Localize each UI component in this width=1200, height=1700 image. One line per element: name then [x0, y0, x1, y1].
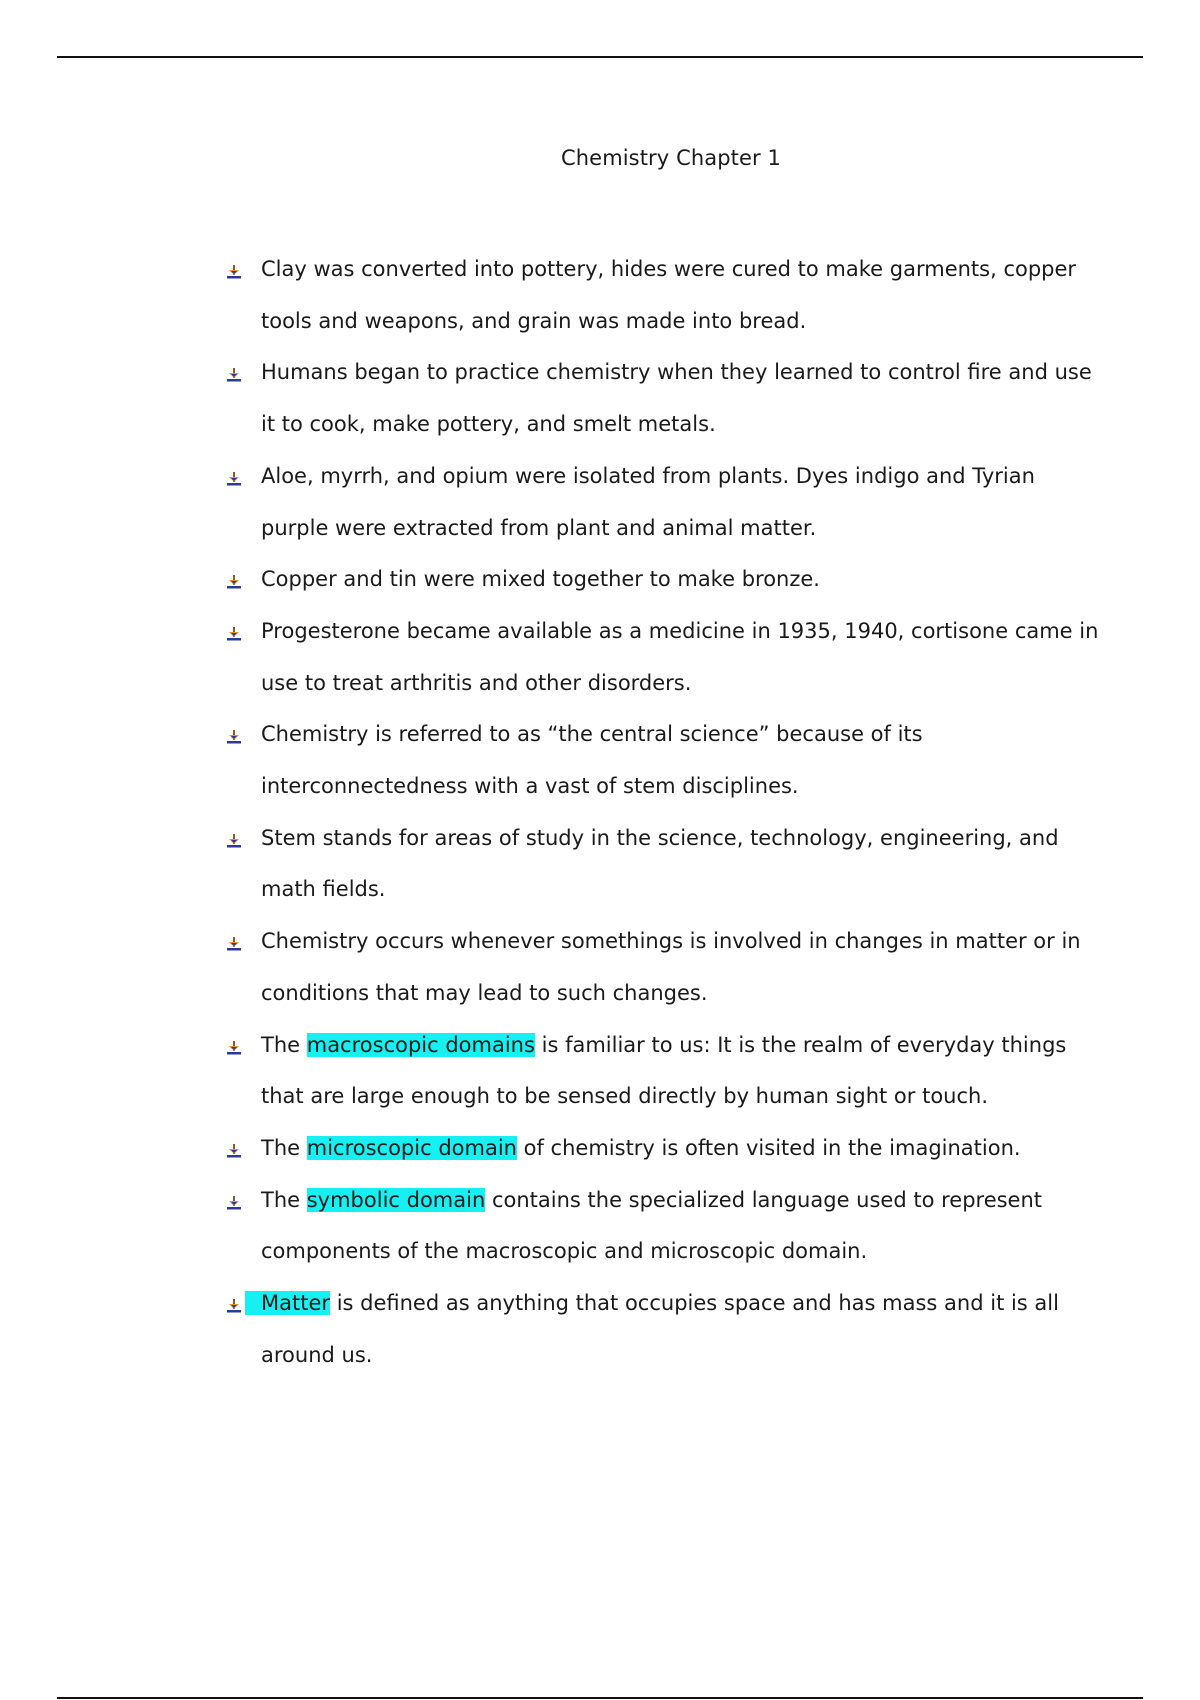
bullet-text [261, 619, 1098, 695]
bullet-icon [226, 1195, 242, 1211]
bullet-item [224, 916, 1104, 1019]
bullet-text-before: Aloe, myrrh, and opium were isolated from plants. Dyes indigo and Tyrian purple were extracted from plant and animal matter. [261, 463, 1035, 540]
bullet-item [224, 606, 1104, 709]
bullet-icon [226, 729, 242, 745]
bullet-text-after: of chemistry is often visited in the imagination. [516, 1135, 1021, 1160]
bullet-text [261, 360, 1092, 436]
bullet-text [261, 929, 1081, 1005]
bullet-icon [226, 471, 242, 487]
footer-rule [57, 1697, 1143, 1699]
highlighted-term: microscopic domain [306, 1135, 517, 1160]
bullet-icon [226, 833, 242, 849]
page-title: Chemistry Chapter 1 [561, 146, 781, 170]
highlighted-term: Matter [245, 1291, 330, 1315]
bullet-item [224, 1123, 1104, 1175]
bullet-icon [226, 1298, 242, 1314]
bullet-item [224, 813, 1104, 916]
bullet-item [224, 1278, 1104, 1381]
bullet-item [224, 1020, 1104, 1123]
bullet-text [261, 1033, 1066, 1109]
bullet-icon [226, 1040, 242, 1056]
bullet-text [261, 464, 1035, 540]
bullet-icon [226, 936, 242, 952]
bullet-text-before: Stem stands for areas of study in the science, technology, engineering, and math fields. [261, 825, 1059, 902]
bullet-text [261, 1136, 1021, 1160]
bullet-text [261, 722, 923, 798]
bullet-text-before: Clay was converted into pottery, hides were cured to make garments, copper tools and weapons, and grain was made into bread. [261, 257, 1077, 333]
bullet-text [261, 1291, 1059, 1367]
bullet-item [224, 554, 1104, 606]
bullet-text [261, 567, 820, 591]
bullet-text [261, 257, 1076, 333]
bullet-icon [226, 1143, 242, 1159]
bullet-item [224, 347, 1104, 450]
bullet-text [261, 826, 1059, 902]
bullet-icon [226, 367, 242, 383]
bullet-text-before: The [261, 1187, 307, 1212]
highlighted-term: macroscopic domains [306, 1032, 535, 1057]
bullet-icon [226, 626, 242, 642]
bullet-text-before: Chemistry occurs whenever somethings is involved in changes in matter or in conditions that may lead to such changes. [261, 929, 1081, 1005]
bullet-item [224, 451, 1104, 554]
bullet-text-before: Progesterone became available as a medicine in 1935, 1940, cortisone came in use to treat arthritis and other disorders. [261, 618, 1099, 695]
header-rule [57, 56, 1143, 58]
bullet-text [261, 1188, 1042, 1264]
bullet-text-after: is defined as anything that occupies space and has mass and it is all around us. [261, 1291, 1059, 1367]
bullet-list [224, 244, 1104, 1381]
bullet-text-before: Copper and tin were mixed together to make bronze. [261, 567, 820, 592]
bullet-text-after: contains the specialized language used to represent components of the macroscopic and microscopic domain. [261, 1187, 1043, 1264]
bullet-text-before: Chemistry is referred to as “the central science” because of its interconnectedness with a vast of stem disciplines. [261, 722, 923, 799]
bullet-icon [226, 264, 242, 280]
bullet-item [224, 244, 1104, 347]
bullet-item [224, 1175, 1104, 1278]
bullet-text-before: The [261, 1135, 307, 1160]
bullet-icon [226, 574, 242, 590]
bullet-text-before: Humans began to practice chemistry when they learned to control fire and use it to cook, make pottery, and smelt metals. [261, 360, 1092, 437]
bullet-text-before: The [261, 1032, 307, 1057]
bullet-item [224, 709, 1104, 812]
highlighted-term: symbolic domain [306, 1187, 486, 1212]
bullet-text-after: is familiar to us: It is the realm of everyday things that are large enough to be sensed directly by human sight or touch. [261, 1032, 1067, 1109]
